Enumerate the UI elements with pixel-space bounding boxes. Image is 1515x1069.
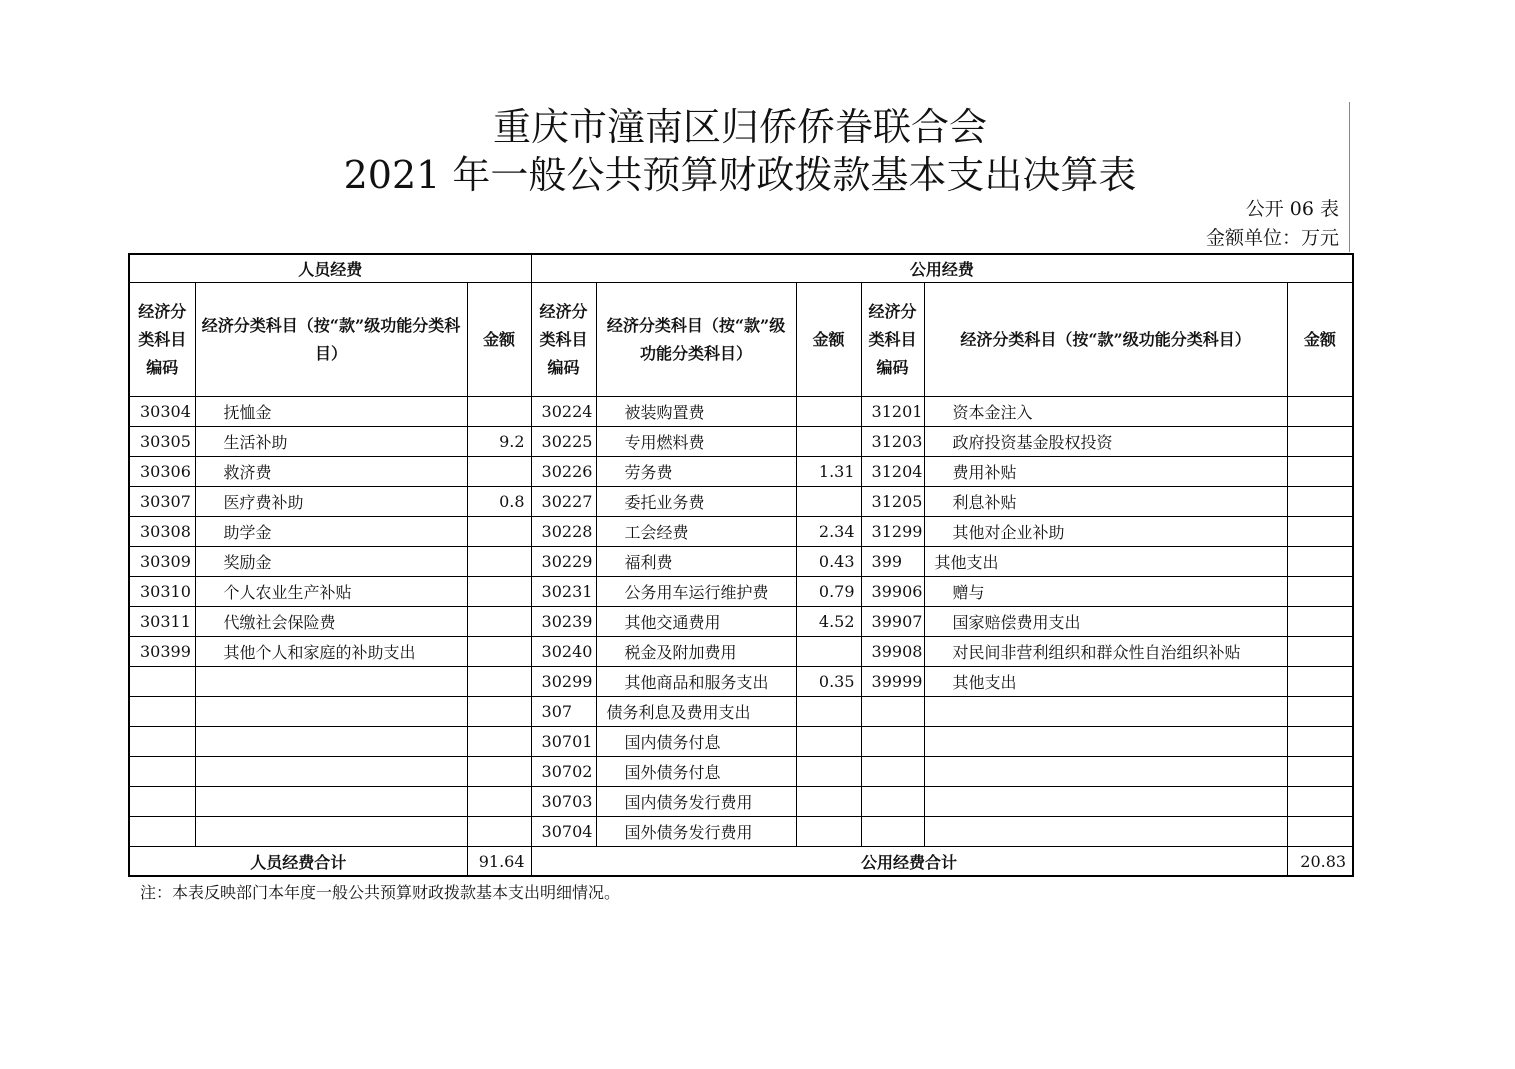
amount-cell — [467, 397, 531, 427]
code-cell: 31203 — [861, 427, 924, 457]
name-cell — [195, 697, 467, 727]
table-row — [129, 517, 1353, 547]
name-cell: 抚恤金 — [195, 397, 467, 427]
table-number: 公开 06 表 — [1245, 198, 1339, 220]
amount-cell — [1287, 577, 1353, 607]
amount-cell — [467, 547, 531, 577]
code-cell — [129, 817, 195, 847]
amount-cell — [796, 787, 861, 817]
name-cell: 公务用车运行维护费 — [596, 577, 796, 607]
code-cell: 39908 — [861, 637, 924, 667]
amount-unit: 金额单位：万元 — [1205, 227, 1339, 249]
code-cell: 31201 — [861, 397, 924, 427]
header-amount-1: 金额 — [467, 283, 531, 397]
code-cell: 30310 — [129, 577, 195, 607]
code-cell: 30702 — [531, 757, 596, 787]
code-cell: 30240 — [531, 637, 596, 667]
title-line-2: 2021 年一般公共预算财政拨款基本支出决算表 — [343, 153, 1137, 197]
table-row — [129, 427, 1353, 457]
code-cell: 30304 — [129, 397, 195, 427]
code-cell: 30704 — [531, 817, 596, 847]
code-cell: 30231 — [531, 577, 596, 607]
amount-cell: 0.35 — [796, 667, 861, 697]
header-name-2: 经济分类科目（按“款”级功能分类科目） — [596, 283, 796, 397]
expenditure-table — [128, 253, 1354, 877]
amount-cell: 0.43 — [796, 547, 861, 577]
amount-cell — [796, 397, 861, 427]
amount-cell — [1287, 727, 1353, 757]
code-cell: 39907 — [861, 607, 924, 637]
table-row — [129, 787, 1353, 817]
totals-row — [129, 847, 1353, 877]
code-cell: 399 — [861, 547, 924, 577]
personnel-total-label: 人员经费合计 — [129, 847, 467, 877]
amount-cell — [1287, 607, 1353, 637]
code-cell: 30228 — [531, 517, 596, 547]
name-cell: 被装购置费 — [596, 397, 796, 427]
code-cell: 30307 — [129, 487, 195, 517]
table-row — [129, 727, 1353, 757]
name-cell — [195, 667, 467, 697]
code-cell: 31299 — [861, 517, 924, 547]
amount-cell — [467, 577, 531, 607]
public-total-label: 公用经费合计 — [531, 847, 1287, 877]
name-cell: 利息补贴 — [924, 487, 1287, 517]
amount-cell — [467, 667, 531, 697]
amount-cell — [467, 637, 531, 667]
amount-cell — [796, 637, 861, 667]
name-cell — [195, 727, 467, 757]
code-cell: 30225 — [531, 427, 596, 457]
code-cell — [129, 697, 195, 727]
name-cell: 医疗费补助 — [195, 487, 467, 517]
name-cell: 其他对企业补助 — [924, 517, 1287, 547]
code-cell: 30399 — [129, 637, 195, 667]
code-cell: 31204 — [861, 457, 924, 487]
code-cell — [861, 727, 924, 757]
table-row — [129, 817, 1353, 847]
name-cell: 其他个人和家庭的补助支出 — [195, 637, 467, 667]
name-cell: 对民间非营利组织和群众性自治组织补贴 — [924, 637, 1287, 667]
amount-cell — [1287, 547, 1353, 577]
amount-cell — [1287, 697, 1353, 727]
code-cell: 307 — [531, 697, 596, 727]
amount-cell — [796, 487, 861, 517]
code-cell — [861, 817, 924, 847]
table-row — [129, 637, 1353, 667]
table-row — [129, 487, 1353, 517]
amount-cell: 1.31 — [796, 457, 861, 487]
code-cell: 30224 — [531, 397, 596, 427]
code-cell: 30306 — [129, 457, 195, 487]
amount-cell — [1287, 397, 1353, 427]
amount-cell — [1287, 427, 1353, 457]
table-row — [129, 697, 1353, 727]
code-cell: 30701 — [531, 727, 596, 757]
amount-cell — [467, 787, 531, 817]
name-cell — [924, 787, 1287, 817]
code-cell: 30227 — [531, 487, 596, 517]
amount-cell — [796, 697, 861, 727]
section-personnel: 人员经费 — [129, 254, 531, 283]
amount-cell — [467, 697, 531, 727]
table-row — [129, 457, 1353, 487]
footnote: 注：本表反映部门本年度一般公共预算财政拨款基本支出明细情况。 — [140, 883, 621, 902]
amount-cell — [796, 727, 861, 757]
name-cell: 国家赔偿费用支出 — [924, 607, 1287, 637]
code-cell: 39999 — [861, 667, 924, 697]
code-cell — [129, 787, 195, 817]
code-cell — [129, 667, 195, 697]
code-cell: 30703 — [531, 787, 596, 817]
code-cell — [129, 727, 195, 757]
code-cell: 30305 — [129, 427, 195, 457]
title-line-1: 重庆市潼南区归侨侨眷联合会 — [492, 105, 987, 149]
name-cell: 工会经费 — [596, 517, 796, 547]
name-cell: 赠与 — [924, 577, 1287, 607]
header-amount-2: 金额 — [796, 283, 861, 397]
name-cell: 代缴社会保险费 — [195, 607, 467, 637]
amount-cell — [796, 427, 861, 457]
name-cell: 债务利息及费用支出 — [596, 697, 796, 727]
amount-cell: 2.34 — [796, 517, 861, 547]
code-cell — [129, 757, 195, 787]
code-cell: 30309 — [129, 547, 195, 577]
name-cell: 个人农业生产补贴 — [195, 577, 467, 607]
name-cell — [924, 817, 1287, 847]
name-cell: 助学金 — [195, 517, 467, 547]
name-cell: 委托业务费 — [596, 487, 796, 517]
name-cell: 其他交通费用 — [596, 607, 796, 637]
table-row — [129, 577, 1353, 607]
section-header-row — [129, 254, 1353, 283]
amount-cell — [1287, 787, 1353, 817]
amount-cell — [796, 817, 861, 847]
name-cell: 费用补贴 — [924, 457, 1287, 487]
amount-cell — [467, 817, 531, 847]
amount-cell: 0.8 — [467, 487, 531, 517]
name-cell: 税金及附加费用 — [596, 637, 796, 667]
table-row — [129, 547, 1353, 577]
amount-cell — [467, 517, 531, 547]
code-cell: 30226 — [531, 457, 596, 487]
amount-cell — [467, 607, 531, 637]
code-cell: 30311 — [129, 607, 195, 637]
amount-cell — [1287, 487, 1353, 517]
amount-cell — [1287, 757, 1353, 787]
code-cell: 30239 — [531, 607, 596, 637]
code-cell: 39906 — [861, 577, 924, 607]
name-cell: 救济费 — [195, 457, 467, 487]
name-cell: 其他支出 — [924, 667, 1287, 697]
name-cell — [195, 787, 467, 817]
name-cell — [924, 727, 1287, 757]
name-cell: 资本金注入 — [924, 397, 1287, 427]
amount-cell: 9.2 — [467, 427, 531, 457]
name-cell: 政府投资基金股权投资 — [924, 427, 1287, 457]
table-row — [129, 607, 1353, 637]
amount-cell — [1287, 637, 1353, 667]
code-cell — [861, 757, 924, 787]
name-cell: 国外债务付息 — [596, 757, 796, 787]
amount-cell — [467, 727, 531, 757]
amount-cell — [1287, 517, 1353, 547]
code-cell: 31205 — [861, 487, 924, 517]
header-code-1: 经济分类科目编码 — [129, 283, 195, 397]
name-cell — [924, 697, 1287, 727]
code-cell: 30308 — [129, 517, 195, 547]
name-cell: 国内债务付息 — [596, 727, 796, 757]
table-row — [129, 397, 1353, 427]
code-cell — [861, 697, 924, 727]
amount-cell — [796, 757, 861, 787]
column-header-row — [129, 283, 1353, 397]
name-cell: 其他商品和服务支出 — [596, 667, 796, 697]
name-cell: 专用燃料费 — [596, 427, 796, 457]
name-cell: 国内债务发行费用 — [596, 787, 796, 817]
header-code-3: 经济分类科目编码 — [861, 283, 924, 397]
name-cell: 福利费 — [596, 547, 796, 577]
table-row — [129, 667, 1353, 697]
header-code-2: 经济分类科目编码 — [531, 283, 596, 397]
name-cell — [195, 757, 467, 787]
personnel-total-value: 91.64 — [467, 847, 531, 877]
code-cell: 30299 — [531, 667, 596, 697]
header-amount-3: 金额 — [1287, 283, 1353, 397]
code-cell — [861, 787, 924, 817]
name-cell — [924, 757, 1287, 787]
name-cell: 其他支出 — [924, 547, 1287, 577]
name-cell: 生活补助 — [195, 427, 467, 457]
amount-cell — [1287, 667, 1353, 697]
public-total-value: 20.83 — [1287, 847, 1353, 877]
amount-cell — [467, 757, 531, 787]
name-cell: 劳务费 — [596, 457, 796, 487]
amount-cell — [1287, 817, 1353, 847]
amount-cell — [1287, 457, 1353, 487]
name-cell: 奖励金 — [195, 547, 467, 577]
table-row — [129, 757, 1353, 787]
name-cell: 国外债务发行费用 — [596, 817, 796, 847]
header-name-3: 经济分类科目（按“款”级功能分类科目） — [924, 283, 1287, 397]
amount-cell: 4.52 — [796, 607, 861, 637]
amount-cell: 0.79 — [796, 577, 861, 607]
section-public: 公用经费 — [531, 254, 1353, 283]
amount-cell — [467, 457, 531, 487]
header-name-1: 经济分类科目（按“款”级功能分类科目） — [195, 283, 467, 397]
name-cell — [195, 817, 467, 847]
code-cell: 30229 — [531, 547, 596, 577]
